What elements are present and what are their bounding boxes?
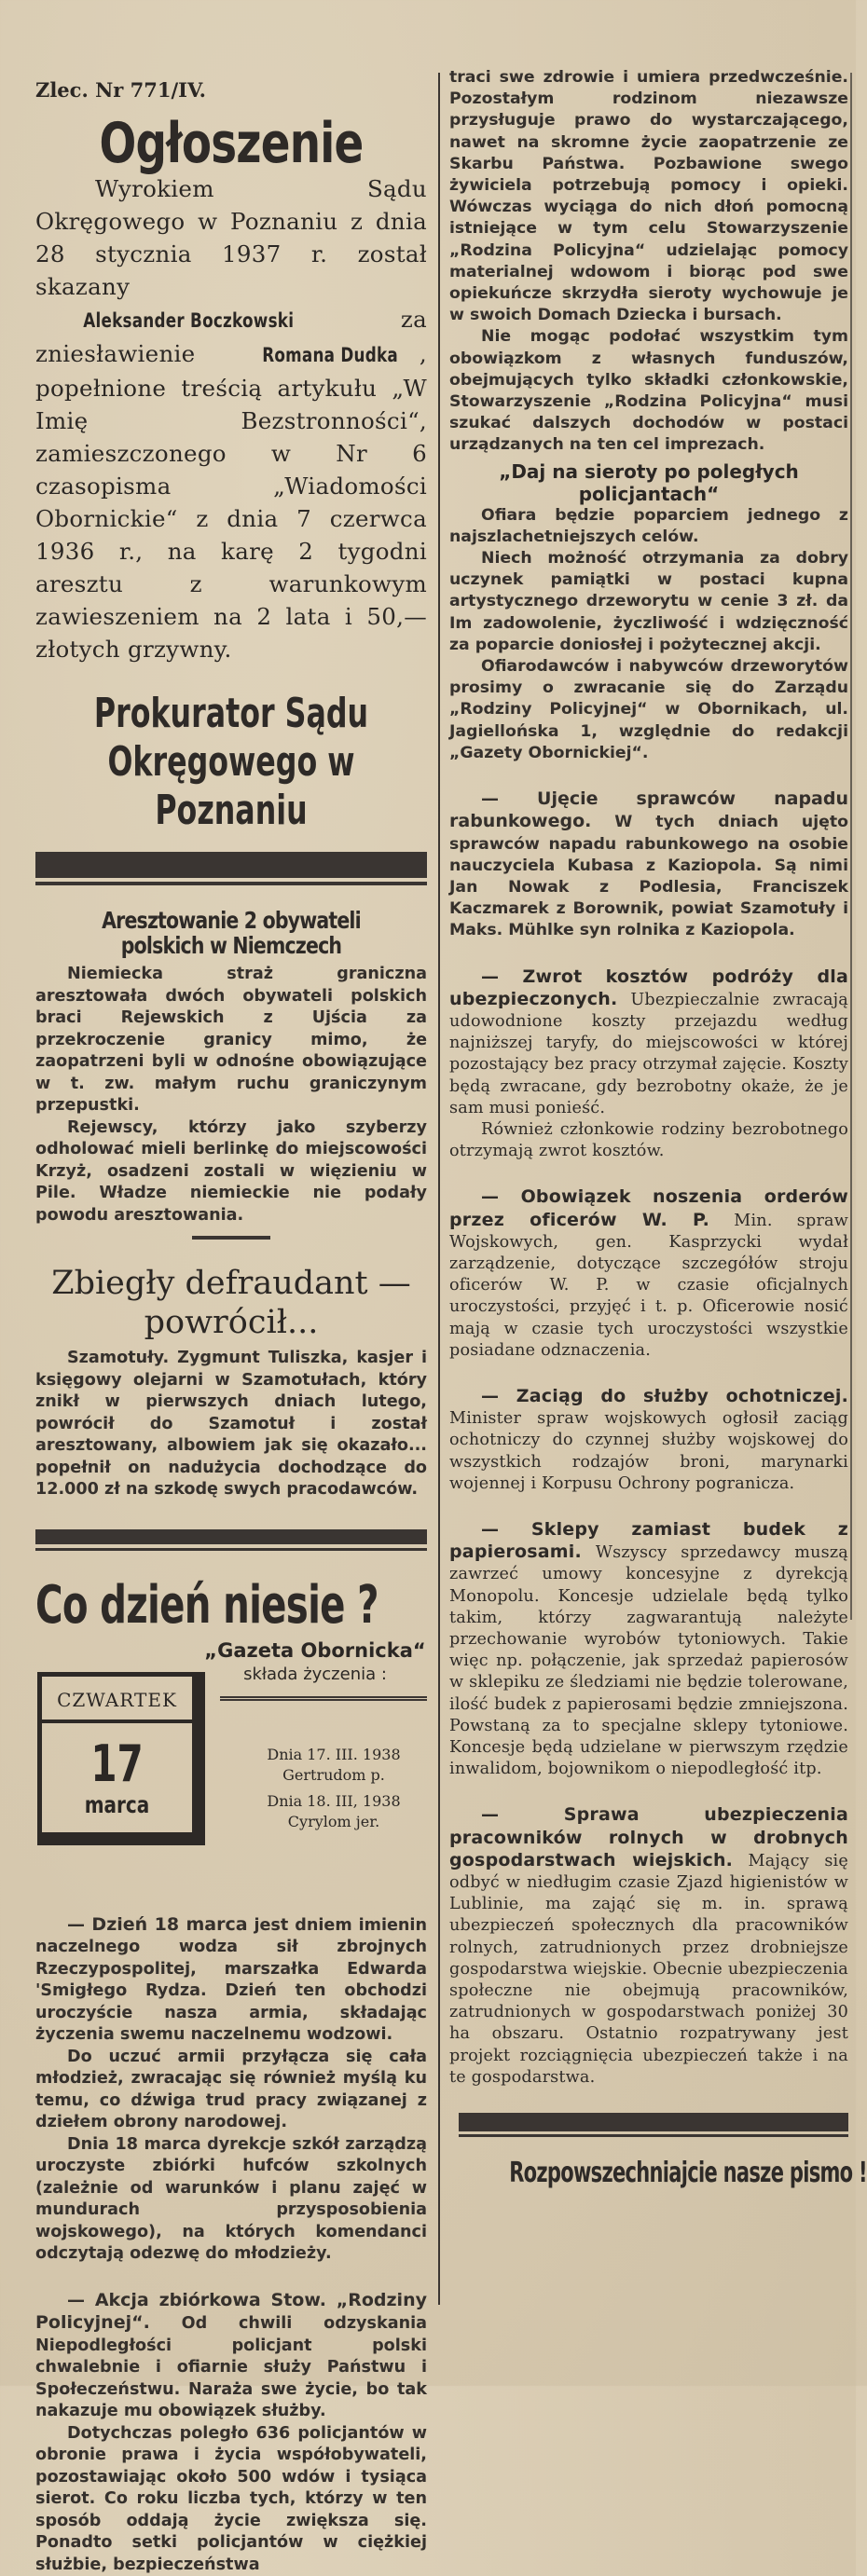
nameday-entry: Dnia 18. III, 1938 Cyrylom jer. (222, 1791, 446, 1832)
day-section-title: Co dzień niesie ? (35, 1577, 317, 1635)
article-paragraph: Niemiecka straż graniczna aresztowała dwóch obywateli polskich braci Rejewskich z Ujścia za przekroczenie granicy mimo, że zaopatrzeni byli w odnośne obowiązujące w t. zw. małym ruchu graniczynym przepustki. (35, 964, 427, 1117)
calendar-day-number: 17 (61, 1736, 173, 1792)
greetings-block (35, 1635, 427, 1914)
fugitive-article-body (35, 1348, 427, 1501)
plaintiff-name: Romana Dudka (214, 339, 398, 372)
news-item-police-family (35, 2290, 427, 2576)
calendar-weekday: CZWARTEK (42, 1677, 192, 1723)
news-lead: — Sklepy zamiast budek z papierosami. (449, 1519, 848, 1562)
article-paragraph: — Dzień 18 marca jest dniem imienin naczelnego wodza sił zbrojnych Rzeczypospolitej, marszałka Edwarda 'Smigłego Rydza. Dzień ten obchodzi uroczyście nasza armia, składając życzenia swemu naczelnemu wodzowi. (35, 1914, 427, 2047)
article-divider (192, 1236, 270, 1240)
police-family-continuation (449, 67, 848, 457)
appeal-body (449, 505, 848, 764)
article-paragraph: Dnia 18 marca dyrekcje szkół zarządzą uroczyste zbiórki hufców szkolnych (zależnie od warunków i planu zajęć w mundurach przysposobienia wojskowego), na których komendanci odczytają odezwę do młodzieży. (35, 2134, 427, 2266)
arrest-article-body (35, 964, 427, 1226)
section-divider-heavy (459, 2113, 848, 2131)
news-lead: — Zwrot kosztów podróży dla ubezpieczonych. (449, 966, 848, 1009)
news-item-farm-insurance: — Sprawa ubezpieczenia pracowników rolnych w drobnych gospodarstwach wiejskich. Mający się odbyć w niedługim czasie Zjazd higienistów w Lublinie, ma zająć się m. in. sprawą ubezpieczeń społecznych dla pracowników rolnych, zatrudnionych przez drobniejsze gospodarstwa wiejskie. Obecnie ubezpieczenia społeczne nie obejmują pracowników, zatrudnionych w gospodarstwach poniżej 30 ha obszaru. Ostatnio rozpatrywany jest projekt rozciągnięcia ubezpieczeń także i na te gospodarstwa. (449, 1804, 848, 2089)
convict-name: Aleksander Boczkowski (35, 305, 294, 337)
news-item-travel-costs: — Zwrot kosztów podróży dla ubezpieczonych. Ubezpieczalnie zwracają udowodnione koszty przejazdu według najniższej taryfy, do miejscowości w której pozostający bez pracy otrzymał zajęcie. Koszty będą zwracane, gdy bezrobotny okaże, że je sam musi ponieść. Również członkowie rodziny bezrobotnego otrzymają zwrot kosztów. (449, 966, 848, 1163)
news-lead: — Sprawa ubezpieczenia pracowników rolnych w drobnych gospodarstwach wiejskich. (449, 1804, 848, 1870)
appeal-heading: „Daj na sieroty po poległych policjantach“ (449, 460, 848, 505)
article-paragraph: traci swe zdrowie i umiera przedwcześnie. Pozostałym rodzinom niezawsze przysługuje prawo do wystarczającego, nawet na skromne życie zaopatrzenie ze Skarbu Państwa. Pozbawione swego żywiciela potrzebują pomocy i opieki. Wówczas wyciąga do nich dłoń pomocną istniejące w tym celu Stowarzyszenie „Rodzina Policyjna“ udzielając pomocy materialnej wdowom i biorąc pod swe opiekuńcze skrzydła sieroty wychowuje je w swoich Domach Dziecka i bursach. (449, 67, 848, 326)
section-divider-heavy (35, 1529, 427, 1544)
article-paragraph: Dotychczas poległo 636 policjantów w obronie prawa i życia współobywateli, pozostawiając około 500 wdów i tysiąca sierot. Co roku liczba tych, którzy w ten sposób oddają życie zwiększa się. Ponadto setki policjantów w ciężkiej służbie, bezpieczeństwa (35, 2423, 427, 2576)
news-lead: — Ujęcie sprawców napadu rabunkowego. (449, 788, 848, 831)
calendar-page-icon (37, 1672, 205, 1845)
announcement-title: Ogłoszenie (78, 115, 384, 172)
article-paragraph: Rejewscy, którzy jako szyberzy odholować mieli berlinkę do miejscowości Krzyż, osadzeni zostali w więzieniu w Pile. Władze niemieckie nie podały powodu aresztowania. (35, 1117, 427, 1227)
news-item-marshal-nameday (35, 1914, 427, 2266)
section-divider-thin (35, 1548, 427, 1551)
order-number: Zlec. Nr 771/IV. (35, 78, 427, 102)
announcement-paragraph: Wyrokiem Sądu Okręgowego w Poznaniu z dnia 28 stycznia 1937 r. został skazany Aleksander Boczkowski za zniesławienie Romana Dudka , popełnione treścią artykułu „W Imię Bezstronności“, zamieszczonego w Nr 6 czasopisma „Wiadomości Obornickie“ z dnia 7 czerwca 1936 r., na karę 2 tygodni aresztu z warunkowym zawieszeniem na 2 lata i 50,— złotych grzywny. (35, 172, 427, 665)
fugitive-article-title: Zbiegły defraudant — powrócił... (35, 1264, 427, 1342)
right-edge-rule (850, 73, 852, 1620)
article-paragraph: Szamotuły. Zygmunt Tuliszka, kasjer i księgowy olejarni w Szamotułach, który znikł w pierwszych dniach lutego, powrócił do Szamotuł i został aresztowany, albowiem jak się okazało... popełnił on nadużycia dochodzące do 12.000 zł na szkodę swych pracodawców. (35, 1348, 427, 1501)
section-divider-heavy (35, 852, 427, 878)
newspaper-name: „Gazeta Obornicka“ (203, 1638, 427, 1663)
arrest-article-title: Aresztowanie 2 obywateli polskich w Niemczech (71, 908, 392, 958)
news-item-tobacco-shops: — Sklepy zamiast budek z papierosami. Wszyscy sprzedawcy muszą zawrzeć umowy koncesyjne z dyrekcją Monopolu. Koncesje udzielale będą tylko takim, którzy zagwarantują należyte przechowanie wyrobów tytoniowych. Takie więc np. połączenie, jak sprzedaż papierosów w sklepiku ze śledziami nie będzie tolerowane, ilość budek z papierosami będzie zmniejszona. Powstaną za to specjalne sklepy tytoniowe. Koncesje będą udzielane w pierwszym rzędzie inwalidom, bojownikom o niepodległość itp. (449, 1519, 848, 1780)
greetings-subtitle: składa życzenia : (203, 1663, 427, 1687)
article-paragraph: Ofiara będzie poparciem jednego z najszlachetniejszych celów. (449, 505, 848, 548)
greetings-rule (220, 1696, 427, 1701)
article-paragraph: Nie mogąc podołać wszystkim tym obowiązkom z własnych funduszów, obejmujących tylko składki członkowskie, Stowarzyszenie „Rodzina Policyjna“ musi szukać dalszych dochodów w postaci urządzanych na ten cel imprezach. (449, 326, 848, 456)
name-days (222, 1745, 446, 1838)
news-item-enlistment: — Zaciąg do służby ochotniczej. Minister spraw wojskowych ogłosił zaciąg ochotniczy do czynnej służby wojskowej do wszystkich rodzajów broni, marynarki wojennej i Korpusu Ochrony pogranicza. (449, 1386, 848, 1495)
article-paragraph: Do uczuć armii przyłącza się cała młodzież, zwracając się również myślą ku temu, co dźwiga trud pracy związanej z dziełem obrony narodowej. (35, 2047, 427, 2134)
news-lead: — Obowiązek noszenia orderów przez oficerów W. P. (449, 1186, 848, 1229)
news-item-medals: — Obowiązek noszenia orderów przez oficerów W. P. Min. spraw Wojskowych, gen. Kasprzycki wydał zarządzenie, dotyczące szczegółów stroju oficerów W. P. w czasie oficjalnych uroczystości, przyjęć i t. p. Oficerowie nosić mają w czasie tych uroczystości wszystkie posiadane odznaczenia. (449, 1186, 848, 1362)
article-paragraph: Niech możność otrzymania za dobry uczynek pamiątki w postaci kupna artystycznego drzeworytu w cenie 3 zł. da Im zadowolenie, życzliwość i wdzięczność za poparcie doniosłej i pożytecznej akcji. (449, 548, 848, 656)
section-divider-thin (459, 2134, 848, 2137)
greetings-header (203, 1638, 427, 1687)
article-paragraph: Ofiarodawców i nabywców drzeworytów prosimy o zwracanie się do Zarządu „Rodziny Policyjnej“ w Obornikach, ul. Jagiellońska 1, względnie do redakcji „Gazety Obornickiej“. (449, 656, 848, 764)
news-lead: — Dzień 18 marca (67, 1914, 248, 1935)
right-column (438, 67, 848, 2189)
section-divider-thin (35, 882, 427, 885)
footer-slogan: Rozpowszechniajcie nasze pismo ! (509, 2158, 789, 2189)
news-item-robbery: — Ujęcie sprawców napadu rabunkowego. W tych dniach ujęto sprawców napadu rabunkowego na osobie nauczyciela Kubasa z Kaziopola. Są nimi Jan Nowak z Podlesia, Franciszek Kaczmarek z Borownik, powiat Szamotuły i Maks. Mühlke syn rolnika z Kaziopola. (449, 788, 848, 941)
announcement-signature: Prokurator Sądu Okręgowego w Poznaniu (90, 690, 372, 835)
left-column (35, 67, 427, 2576)
nameday-entry: Dnia 17. III. 1938 Gertrudom p. (222, 1745, 446, 1786)
calendar-month: marca (57, 1792, 177, 1818)
news-lead: — Akcja zbiórkowa Stow. „Rodziny Policyjnej“. (35, 2290, 427, 2334)
announcement-body (35, 172, 427, 665)
article-paragraph: — Akcja zbiórkowa Stow. „Rodziny Policyjnej“. Od chwili odzyskania Niepodległości policjant polski chwalebnie i ofiarnie służy Państwu i Społeczeństwu. Naraża swe życie, bo tak nakazuje mu obowiązek służby. (35, 2290, 427, 2423)
news-lead: — Zaciąg do służby ochotniczej. (481, 1386, 848, 1406)
